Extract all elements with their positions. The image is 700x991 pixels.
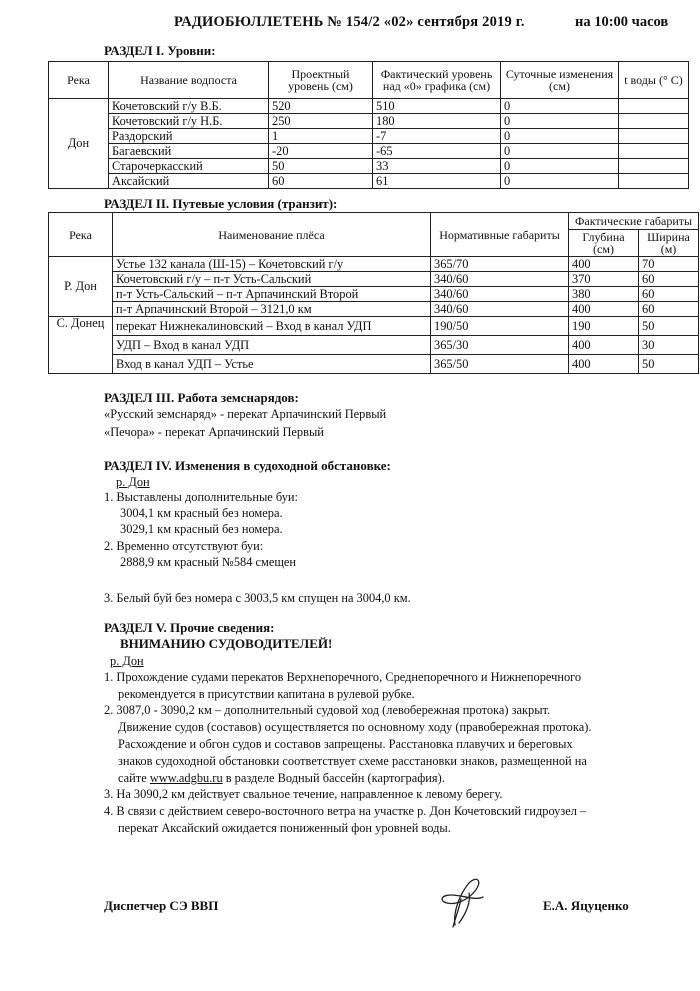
- bulletin-title: РАДИОБЮЛЛЕТЕНЬ № 154/2 «02» сентября 2019 г.: [174, 14, 525, 30]
- notice-item-4-line-2: перекат Аксайский ожидается пониженный фон уровней воды.: [118, 821, 451, 835]
- temp-cell: [619, 114, 689, 129]
- signature-image: [425, 875, 495, 930]
- post-cell: Кочетовский г/у В.Б.: [109, 99, 269, 114]
- attention-heading: ВНИМАНИЮ СУДОВОДИТЕЛЕЙ!: [120, 636, 333, 651]
- table-row: [49, 159, 689, 174]
- depth-cell: 400: [569, 302, 639, 317]
- table-row: [49, 114, 689, 129]
- section3-title: РАЗДЕЛ III. Работа земснарядов:: [104, 390, 299, 405]
- section5-title: РАЗДЕЛ V. Прочие сведения:: [104, 620, 275, 635]
- norm-cell: 340/60: [431, 287, 569, 302]
- post-cell: Кочетовский г/у Н.Б.: [109, 114, 269, 129]
- signer-name: Е.А. Яцуценко: [543, 898, 629, 913]
- col-water-temp: t воды (° C): [619, 62, 689, 99]
- depth-cell: 380: [569, 287, 639, 302]
- depth-cell: 190: [569, 317, 639, 336]
- section4-item1-line2: 3029,1 км красный без номера.: [120, 522, 283, 536]
- notice-item-4: [104, 803, 664, 837]
- temp-cell: [619, 159, 689, 174]
- design-cell: 50: [269, 159, 373, 174]
- table-row: [49, 272, 699, 287]
- transit-table: [48, 212, 699, 374]
- col-norm: Нормативные габариты: [431, 213, 569, 257]
- col-width: Ширина (м): [639, 230, 699, 257]
- design-cell: 60: [269, 174, 373, 189]
- section4-item1-line1: 3004,1 км красный без номера.: [120, 506, 283, 520]
- section4-item1: 1. Выставлены дополнительные буи:: [104, 490, 298, 504]
- width-cell: 30: [639, 336, 699, 355]
- temp-cell: [619, 99, 689, 114]
- change-cell: 0: [501, 144, 619, 159]
- actual-cell: -7: [373, 129, 501, 144]
- change-cell: 0: [501, 114, 619, 129]
- stretch-cell: перекат Нижнекалиновский – Вход в канал УДП: [113, 317, 431, 336]
- website-link[interactable]: www.adgbu.ru: [149, 771, 223, 785]
- design-cell: 520: [269, 99, 373, 114]
- col-stretch: Наименование плёса: [113, 213, 431, 257]
- depth-cell: 370: [569, 272, 639, 287]
- notice-item-2: [104, 702, 649, 787]
- transit-header-row: [49, 213, 699, 230]
- change-cell: 0: [501, 159, 619, 174]
- notice-item-2-text: сайте: [118, 771, 150, 785]
- stretch-cell: Вход в канал УДП – Устье: [113, 355, 431, 374]
- design-cell: 250: [269, 114, 373, 129]
- section4-title: РАЗДЕЛ IV. Изменения в судоходной обстановке:: [104, 458, 391, 473]
- table-row: [49, 174, 689, 189]
- section4-item2: 2. Временно отсутствуют буи:: [104, 539, 264, 553]
- norm-cell: 365/50: [431, 355, 569, 374]
- col-actual-dims: Фактические габариты: [569, 213, 699, 230]
- section4-item2-line1: 2888,9 км красный №584 смещен: [120, 555, 297, 569]
- col-river: Река: [49, 213, 113, 257]
- notice-item-1-line-1: 1. Прохождение судами перекатов Верхнепоречного, Среднепоречного и Нижнепоречного: [104, 670, 582, 684]
- table-row: [49, 336, 699, 355]
- notice-item-1-line-2: рекомендуется в присутствии капитана в рулевой рубке.: [118, 687, 415, 701]
- notice-item-2-text-end: в разделе Водный бассейн (картография).: [222, 771, 445, 785]
- notice-item-2-line-4: знаков судоходной обстановки соответствует схеме расстановки знаков, размещенной на: [118, 754, 587, 768]
- river-cell: Р. Дон: [49, 257, 113, 317]
- change-cell: 0: [501, 174, 619, 189]
- depth-cell: 400: [569, 257, 639, 272]
- change-cell: 0: [501, 129, 619, 144]
- river-cell: С. Донец: [49, 317, 113, 374]
- norm-cell: 340/60: [431, 272, 569, 287]
- norm-cell: 190/50: [431, 317, 569, 336]
- dispatcher-label: Диспетчер СЭ ВВП: [104, 898, 219, 913]
- width-cell: 60: [639, 302, 699, 317]
- col-depth: Глубина (см): [569, 230, 639, 257]
- col-daily-change: Суточные изменения (см): [501, 62, 619, 99]
- section2-title: РАЗДЕЛ II. Путевые условия (транзит):: [104, 196, 338, 211]
- width-cell: 70: [639, 257, 699, 272]
- width-cell: 60: [639, 287, 699, 302]
- post-cell: Раздорский: [109, 129, 269, 144]
- levels-table: [48, 61, 689, 189]
- width-cell: 50: [639, 355, 699, 374]
- actual-cell: -65: [373, 144, 501, 159]
- section4-item3: 3. Белый буй без номера с 3003,5 км спущен на 3004,0 км.: [104, 591, 411, 605]
- bulletin-header: [0, 14, 700, 34]
- stretch-cell: Кочетовский г/у – п-т Усть-Сальский: [113, 272, 431, 287]
- actual-cell: 33: [373, 159, 501, 174]
- stretch-cell: п-т Арпачинский Второй – 3121,0 км: [113, 302, 431, 317]
- norm-cell: 365/30: [431, 336, 569, 355]
- depth-cell: 400: [569, 355, 639, 374]
- notice-item-2-line-5: [104, 770, 649, 787]
- post-cell: Аксайский: [109, 174, 269, 189]
- notice-item-3: 3. На 3090,2 км действует свальное течение, направленное к левому берегу.: [104, 787, 503, 801]
- norm-cell: 340/60: [431, 302, 569, 317]
- temp-cell: [619, 129, 689, 144]
- design-cell: 1: [269, 129, 373, 144]
- stretch-cell: УДП – Вход в канал УДП: [113, 336, 431, 355]
- col-actual-level: Фактический уровень над «0» графика (см): [373, 62, 501, 99]
- actual-cell: 180: [373, 114, 501, 129]
- section1-title: РАЗДЕЛ I. Уровни:: [104, 43, 216, 58]
- actual-cell: 61: [373, 174, 501, 189]
- norm-cell: 365/70: [431, 257, 569, 272]
- table-row: [49, 355, 699, 374]
- col-design-level: Проектный уровень (см): [269, 62, 373, 99]
- notice-item-2-line-2: Движение судов (составов) осуществляется по основному ходу (правобережная протока).: [118, 720, 592, 734]
- col-post-name: Название водпоста: [109, 62, 269, 99]
- table-row: [49, 144, 689, 159]
- dredger-line-2: «Печора» - перекат Арпачинский Первый: [104, 425, 324, 439]
- dredger-line-1: «Русский земснаряд» - перекат Арпачинский Первый: [104, 407, 387, 421]
- table-row: [49, 302, 699, 317]
- bulletin-time: на 10:00 часов: [575, 14, 669, 30]
- notice-item-4-line-1: 4. В связи с действием северо-восточного ветра на участке р. Дон Кочетовский гидроузел –: [104, 804, 587, 818]
- col-river: Река: [49, 62, 109, 99]
- stretch-cell: Устье 132 канала (Ш-15) – Кочетовский г/у: [113, 257, 431, 272]
- notice-item-1: [104, 669, 649, 703]
- table-row: [49, 317, 699, 336]
- width-cell: 60: [639, 272, 699, 287]
- table-row: [49, 257, 699, 272]
- design-cell: -20: [269, 144, 373, 159]
- table-row: [49, 99, 689, 114]
- temp-cell: [619, 144, 689, 159]
- change-cell: 0: [501, 99, 619, 114]
- levels-header-row: [49, 62, 689, 99]
- section5-river: р. Дон: [110, 654, 144, 668]
- notice-item-2-line-3: Расхождение и обгон судов и составов запрещены. Расстановка плавучих и береговых: [118, 737, 573, 751]
- section4-river: р. Дон: [116, 475, 150, 489]
- width-cell: 50: [639, 317, 699, 336]
- notice-item-2-line-1: 2. 3087,0 - 3090,2 км – дополнительный судовой ход (левобережная протока) закрыт.: [104, 703, 551, 717]
- stretch-cell: п-т Усть-Сальский – п-т Арпачинский Второй: [113, 287, 431, 302]
- post-cell: Багаевский: [109, 144, 269, 159]
- depth-cell: 400: [569, 336, 639, 355]
- temp-cell: [619, 174, 689, 189]
- actual-cell: 510: [373, 99, 501, 114]
- river-cell: Дон: [49, 99, 109, 189]
- table-row: [49, 287, 699, 302]
- post-cell: Старочеркасский: [109, 159, 269, 174]
- table-row: [49, 129, 689, 144]
